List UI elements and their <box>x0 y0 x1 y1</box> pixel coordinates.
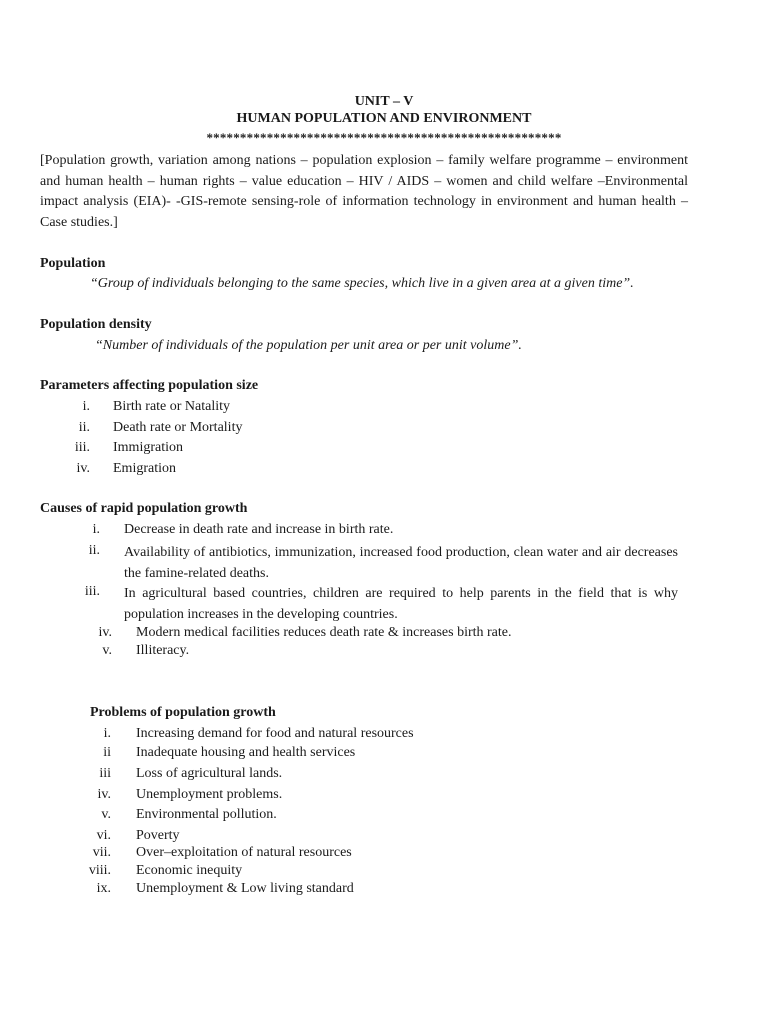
list-text: Unemployment problems. <box>136 787 283 802</box>
list-number: iii <box>99 766 111 781</box>
list-text: Poverty <box>136 828 180 843</box>
population-definition: “Group of individuals belonging to the same species, which live in a given area at a given time”. <box>90 276 634 291</box>
list-text: Modern medical facilities reduces death rate & increases birth rate. <box>136 625 512 640</box>
list-text: In agricultural based countries, children are required to help parents in the field that is why population increases in the developing countries. <box>124 586 678 622</box>
list-text: Loss of agricultural lands. <box>136 766 283 781</box>
list-text: Death rate or Mortality <box>113 420 243 435</box>
list-text: Emigration <box>113 461 176 476</box>
list-number: vi. <box>96 828 111 843</box>
list-text: Inadequate housing and health services <box>136 745 356 760</box>
syllabus-summary: [Population growth, variation among nations – population explosion – family welfare programme – environment and human health – human rights – value education – HIV / AIDS – women and child welfare –Environmental impact analysis (EIA)- -GIS-remote sensing-role of information technology in environment and human health – Case studies.] <box>40 153 688 230</box>
list-number: ii <box>103 745 111 760</box>
list-number: iv. <box>98 625 112 640</box>
list-number: v. <box>101 807 111 822</box>
list-number: v. <box>102 643 112 658</box>
list-number: iv. <box>97 787 111 802</box>
list-text: Decrease in death rate and increase in birth rate. <box>124 522 394 537</box>
list-number: iii. <box>74 440 90 455</box>
list-number: vii. <box>92 845 111 860</box>
density-definition: “Number of individuals of the population per unit area or per unit volume”. <box>95 338 522 353</box>
list-number: i. <box>92 522 100 537</box>
list-number: viii. <box>88 863 111 878</box>
unit-label: UNIT – V <box>354 94 414 109</box>
page-title: HUMAN POPULATION AND ENVIRONMENT <box>236 111 532 126</box>
list-number: iv. <box>76 461 90 476</box>
population-heading: Population <box>40 256 106 271</box>
list-text: Availability of antibiotics, immunization, increased food production, clean water and air decreases the famine-related deaths. <box>124 545 678 581</box>
parameters-heading: Parameters affecting population size <box>40 378 259 393</box>
list-number: ii. <box>78 420 90 435</box>
list-text: Increasing demand for food and natural resources <box>136 726 414 741</box>
list-number: ix. <box>96 881 111 896</box>
star-divider: ***************************************************** <box>206 130 562 145</box>
list-text: Environmental pollution. <box>136 807 277 822</box>
problems-heading: Problems of population growth <box>90 705 276 720</box>
list-number: ii. <box>88 543 100 558</box>
list-number: i. <box>103 726 111 741</box>
density-heading: Population density <box>40 317 152 332</box>
list-text: Immigration <box>113 440 183 455</box>
list-text: Economic inequity <box>136 863 243 878</box>
list-number: i. <box>82 399 90 414</box>
list-text: Birth rate or Natality <box>113 399 231 414</box>
list-text: Unemployment & Low living standard <box>136 881 354 896</box>
list-text: Illiteracy. <box>136 643 190 658</box>
list-text: Over–exploitation of natural resources <box>136 845 352 860</box>
list-number: iii. <box>84 584 100 599</box>
causes-heading: Causes of rapid population growth <box>40 501 248 516</box>
